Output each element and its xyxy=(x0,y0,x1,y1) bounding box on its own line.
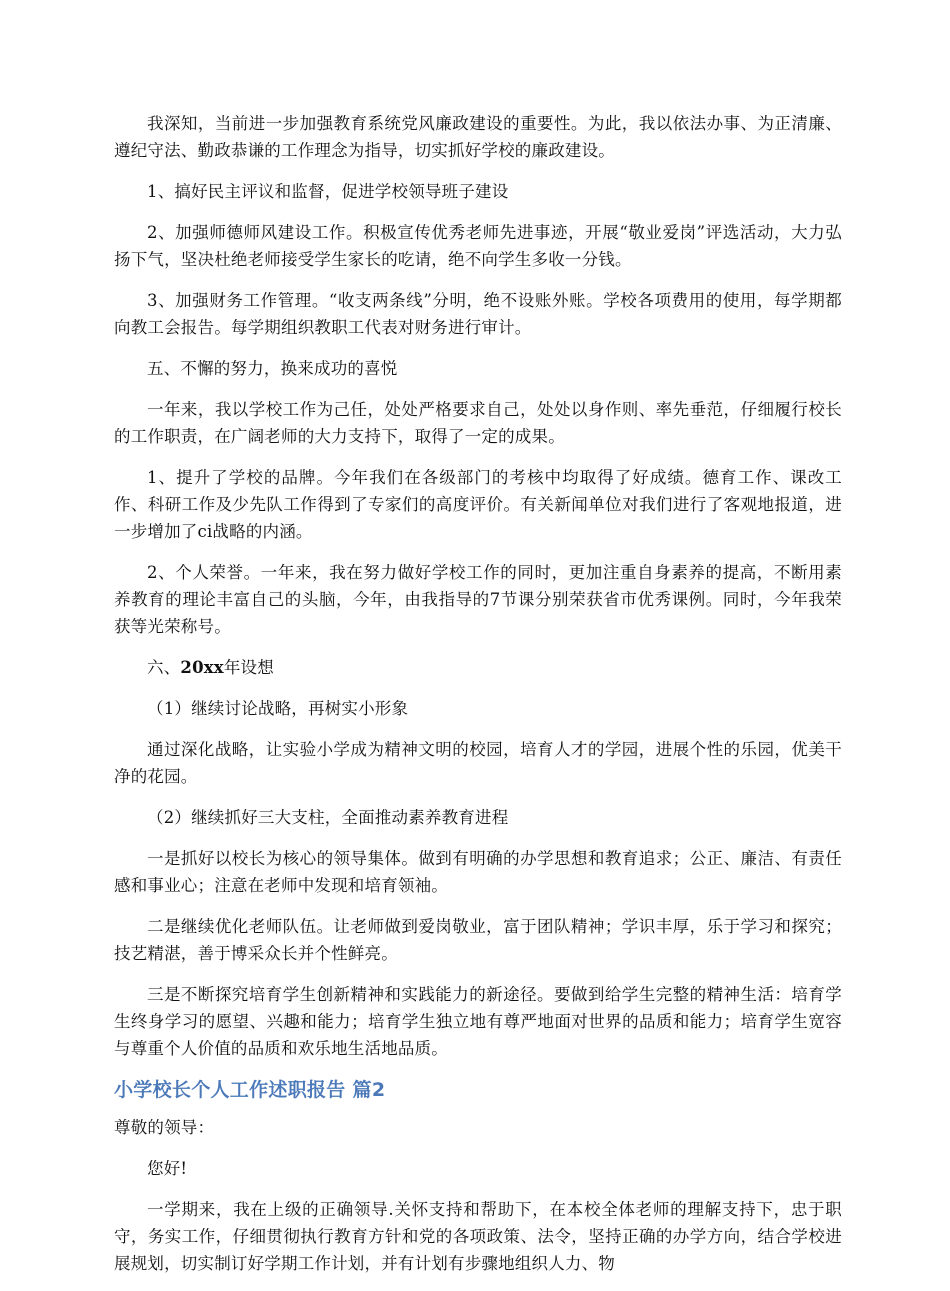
section-title-2025-plan xyxy=(114,654,842,681)
paragraph: 二是继续优化老师队伍。让老师做到爱岗敬业，富于团队精神；学识丰厚，乐于学习和探究；技艺精湛，善于博采众长并个性鲜亮。 xyxy=(114,917,842,963)
paragraph: 3、加强财务工作管理。“收支两条线”分明，绝不设账外账。学校各项费用的使用，每学期都向教工会报告。每学期组织教职工代表对财务进行审计。 xyxy=(114,291,842,337)
section-suffix: 年设想 xyxy=(223,658,274,677)
section-title: 五、不懈的努力，换来成功的喜悦 xyxy=(147,359,398,378)
greeting: 尊敬的领导： xyxy=(114,1118,215,1137)
hello-line: 您好! xyxy=(147,1159,188,1178)
paragraph: 一年来，我以学校工作为己任，处处严格要求自己，处处以身作则、率先垂范，仔细履行校长的工作职责，在广阔老师的大力支持下，取得了一定的成果。 xyxy=(114,400,842,446)
paragraph: 我深知，当前进一步加强教育系统党风廉政建设的重要性。为此，我以依法办事、为正清廉、遵纪守法、勤政恭谦的工作理念为指导，切实抓好学校的廉政建设。 xyxy=(114,114,842,160)
paragraph: 1、提升了学校的品牌。今年我们在各级部门的考核中均取得了好成绩。德育工作、课改工作、科研工作及少先队工作得到了专家们的高度评价。有关新闻单位对我们进行了客观地报道，进一步增加了ci战略的内涵。 xyxy=(114,468,842,541)
subsection-title: （2）继续抓好三大支柱，全面推动素养教育进程 xyxy=(147,808,509,827)
paragraph: 一是抓好以校长为核心的领导集体。做到有明确的办学思想和教育追求；公正、廉洁、有责任感和事业心；注意在老师中发现和培育领袖。 xyxy=(114,849,842,895)
section-year: 20xx xyxy=(180,658,224,677)
report-heading: 小学校长个人工作述职报告 篇2 xyxy=(114,1079,386,1101)
paragraph: 一学期来，我在上级的正确领导.关怀支持和帮助下，在本校全体老师的理解支持下，忠于职守，务实工作，仔细贯彻执行教育方针和党的各项政策、法令，坚持正确的办学方向，结合学校进展规划，切实制订好学期工作计划，并有计划有步骤地组织人力、物 xyxy=(114,1200,842,1273)
paragraph: 三是不断探究培育学生创新精神和实践能力的新途径。要做到给学生完整的精神生活：培育学生终身学习的愿望、兴趣和能力；培育学生独立地有尊严地面对世界的品质和能力；培育学生宽容与尊重个人价值的品质和欢乐地生活地品质。 xyxy=(114,985,842,1058)
paragraph: 2、加强师德师风建设工作。积极宣传优秀老师先进事迹，开展“敬业爱岗”评选活动，大力弘扬下气，坚决杜绝老师接受学生家长的吃请，绝不向学生多收一分钱。 xyxy=(114,223,842,269)
paragraph: 1、搞好民主评议和监督，促进学校领导班子建设 xyxy=(147,182,509,201)
section-prefix: 六、 xyxy=(147,658,181,677)
paragraph: 2、个人荣誉。一年来，我在努力做好学校工作的同时，更加注重自身素养的提高，不断用素养教育的理论丰富自己的头脑，今年，由我指导的7节课分别荣获省市优秀课例。同时，今年我荣获等光荣称号。 xyxy=(114,563,842,636)
subsection-title: （1）继续讨论战略，再树实小形象 xyxy=(147,699,409,718)
document-page xyxy=(114,110,842,1291)
paragraph: 通过深化战略，让实验小学成为精神文明的校园，培育人才的学园，进展个性的乐园，优美干净的花园。 xyxy=(114,740,842,786)
